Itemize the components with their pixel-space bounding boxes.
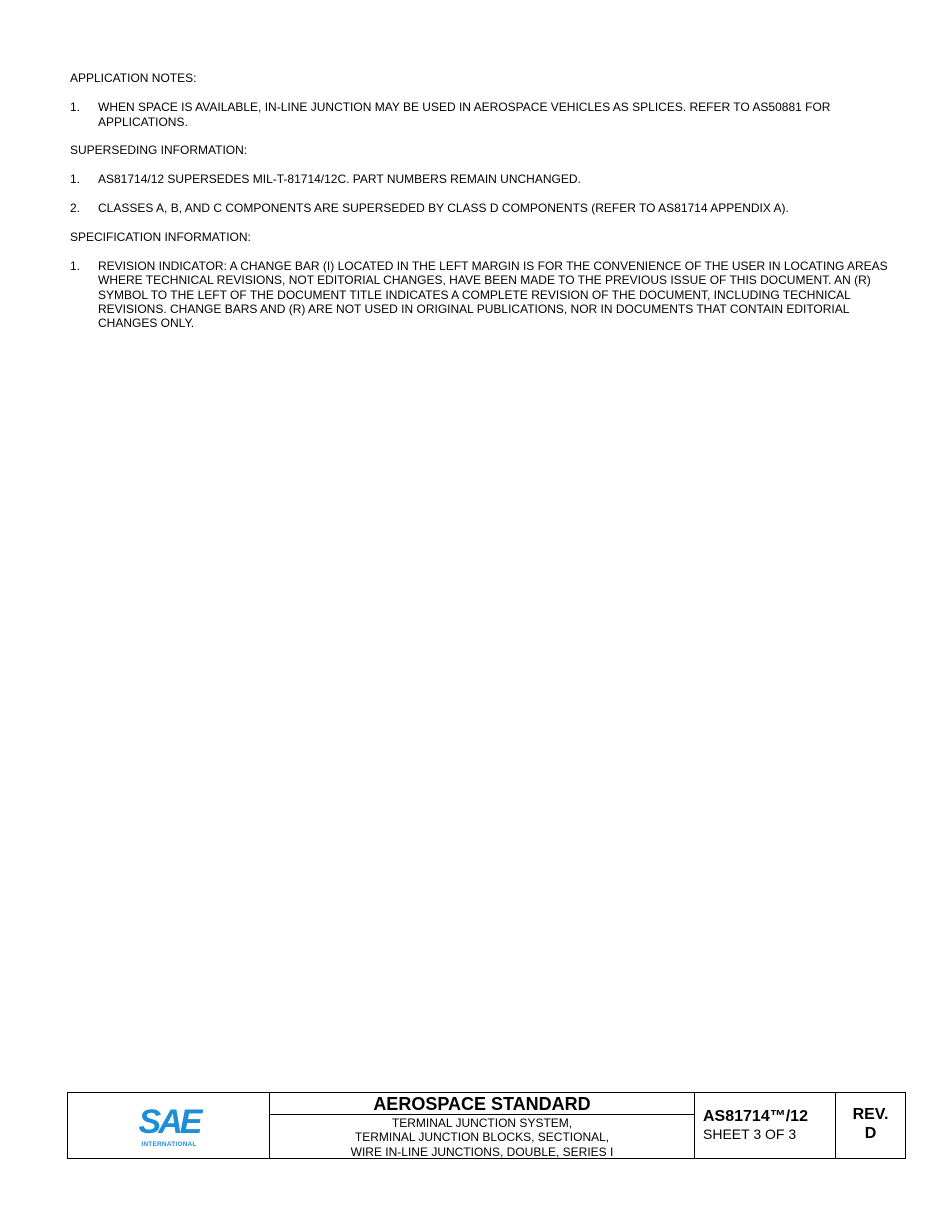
svg-text:INTERNATIONAL: INTERNATIONAL <box>140 1140 197 1148</box>
item-number: 1. <box>70 172 81 187</box>
document-title-line: WIRE IN-LINE JUNCTIONS, DOUBLE, SERIES I <box>350 1144 614 1159</box>
document-title-line: TERMINAL JUNCTION BLOCKS, SECTIONAL, <box>354 1130 610 1145</box>
item-text: REVISION INDICATOR: A CHANGE BAR (I) LOCATED IN THE LEFT MARGIN IS FOR THE CONVENIENCE OF THE USER IN LOCATING AREAS WHERE TECHNICAL REVISIONS, NOT EDITORIAL CHANGES, HAVE BEEN MADE TO THE PREVIOUS ISSUE OF THIS DOCUMENT. AN (R) SYMBOL TO THE LEFT OF THE DOCUMENT TITLE INDICATES A COMPLETE REVISION OF THE DOCUMENT, INCLUDING TECHNICAL REVISIONS. CHANGE BARS AND (R) ARE NOT USED IN ORIGINAL PUBLICATIONS, NOR IN DOCUMENTS THAT CONTAIN EDITORIAL CHANGES ONLY. <box>98 259 888 331</box>
standard-type-heading: AEROSPACE STANDARD <box>270 1093 694 1115</box>
specification-information-heading: SPECIFICATION INFORMATION: <box>70 229 251 244</box>
superseding-information-heading: SUPERSEDING INFORMATION: <box>70 142 248 157</box>
list-item <box>70 172 890 186</box>
sae-international-logo <box>129 1103 209 1149</box>
item-number: 2. <box>70 201 81 216</box>
document-title-line: TERMINAL JUNCTION SYSTEM, <box>391 1116 573 1130</box>
sheet-number: SHEET 3 OF 3 <box>703 1126 797 1142</box>
revision-label: REV. <box>852 1106 889 1123</box>
svg-text:SAE: SAE <box>138 1102 199 1141</box>
item-number: 1. <box>70 259 81 274</box>
list-item <box>70 201 890 215</box>
list-item <box>70 259 890 330</box>
revision-cell <box>836 1093 905 1158</box>
application-notes-list <box>70 100 890 129</box>
item-number: 1. <box>70 100 81 115</box>
revision-value: D <box>864 1125 877 1142</box>
list-item <box>70 100 890 129</box>
title-cell <box>270 1093 695 1158</box>
application-notes-heading: APPLICATION NOTES: <box>70 71 197 85</box>
document-title <box>270 1115 694 1159</box>
document-body <box>70 71 890 331</box>
item-text: AS81714/12 SUPERSEDES MIL-T-81714/12C. PART NUMBERS REMAIN UNCHANGED. <box>98 172 581 187</box>
logo-cell <box>68 1093 270 1158</box>
document-number-cell <box>695 1093 836 1158</box>
document-number: AS81714™/12 <box>703 1108 808 1125</box>
superseding-information-list <box>70 172 890 216</box>
item-text: WHEN SPACE IS AVAILABLE, IN-LINE JUNCTION MAY BE USED IN AEROSPACE VEHICLES AS SPLICES. REFER TO AS50881 FOR APPLICATIONS. <box>98 100 831 129</box>
item-text: CLASSES A, B, AND C COMPONENTS ARE SUPERSEDED BY CLASS D COMPONENTS (REFER TO AS81714 APPENDIX A). <box>98 201 789 216</box>
title-block <box>67 1092 906 1159</box>
specification-information-list <box>70 259 890 330</box>
